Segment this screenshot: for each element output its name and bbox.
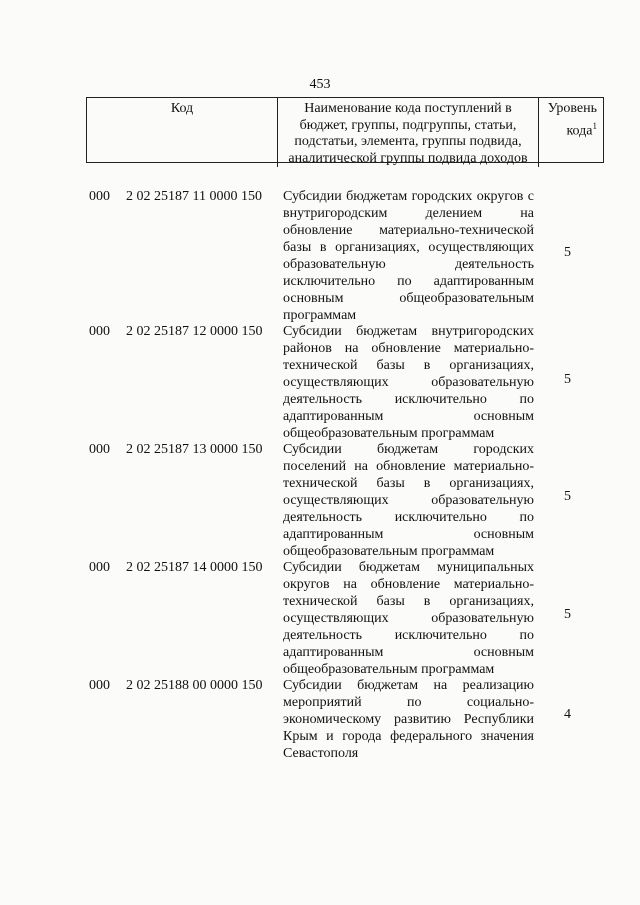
row-description: Субсидии бюджетам на реализацию мероприятий по социально-экономическому развитию Республики Крым и города федерального значения Севастополя: [283, 678, 534, 761]
header-code: Код: [87, 98, 278, 167]
row-description: Субсидии бюджетам внутригородских районов на обновление материально-технической базы в организациях, осуществляющих образовательную деятельность исключительно по адаптированным основным общеобразовательным программам: [283, 324, 534, 441]
row-description: Субсидии бюджетам городских округов с внутригородским делением на обновление материально-технической базы в организациях, осуществляющих образовательную деятельность исключительно по адаптированным основным общеобразовательным программам: [283, 189, 534, 323]
row-level: 5: [564, 607, 571, 622]
row-prefix: 000: [89, 324, 110, 339]
row-prefix: 000: [89, 560, 110, 575]
row-level: 5: [564, 489, 571, 504]
row-prefix: 000: [89, 678, 110, 693]
row-description: Субсидии бюджетам городских поселений на обновление материально-технической базы в организациях, осуществляющих образовательную деятельность исключительно по адаптированным основным общеобразовательным программам: [283, 442, 534, 559]
header-name: Наименование кода поступлений в бюджет, группы, подгруппы, статьи, подстатьи, элемента, группы подвида, аналитической группы подвида доходов: [278, 98, 539, 167]
row-code: 2 02 25187 13 0000 150: [126, 442, 263, 457]
page-number: 453: [309, 77, 331, 92]
row-prefix: 000: [89, 442, 110, 457]
row-code: 2 02 25187 12 0000 150: [126, 324, 263, 339]
row-code: 2 02 25188 00 0000 150: [126, 678, 263, 693]
header-level: [539, 98, 603, 167]
row-code: 2 02 25187 11 0000 150: [126, 189, 262, 204]
header-level-label: Уровень кода: [547, 101, 597, 139]
row-description: Субсидии бюджетам муниципальных округов на обновление материально-технической базы в организациях, осуществляющих образовательную деятельность исключительно по адаптированным основным общеобразовательным программам: [283, 560, 534, 677]
row-prefix: 000: [89, 189, 110, 204]
row-level: 4: [564, 707, 571, 722]
row-level: 5: [564, 372, 571, 387]
footnote-marker: 1: [592, 120, 597, 131]
row-code: 2 02 25187 14 0000 150: [126, 560, 263, 575]
table-header: [86, 97, 604, 166]
row-level: 5: [564, 245, 571, 260]
